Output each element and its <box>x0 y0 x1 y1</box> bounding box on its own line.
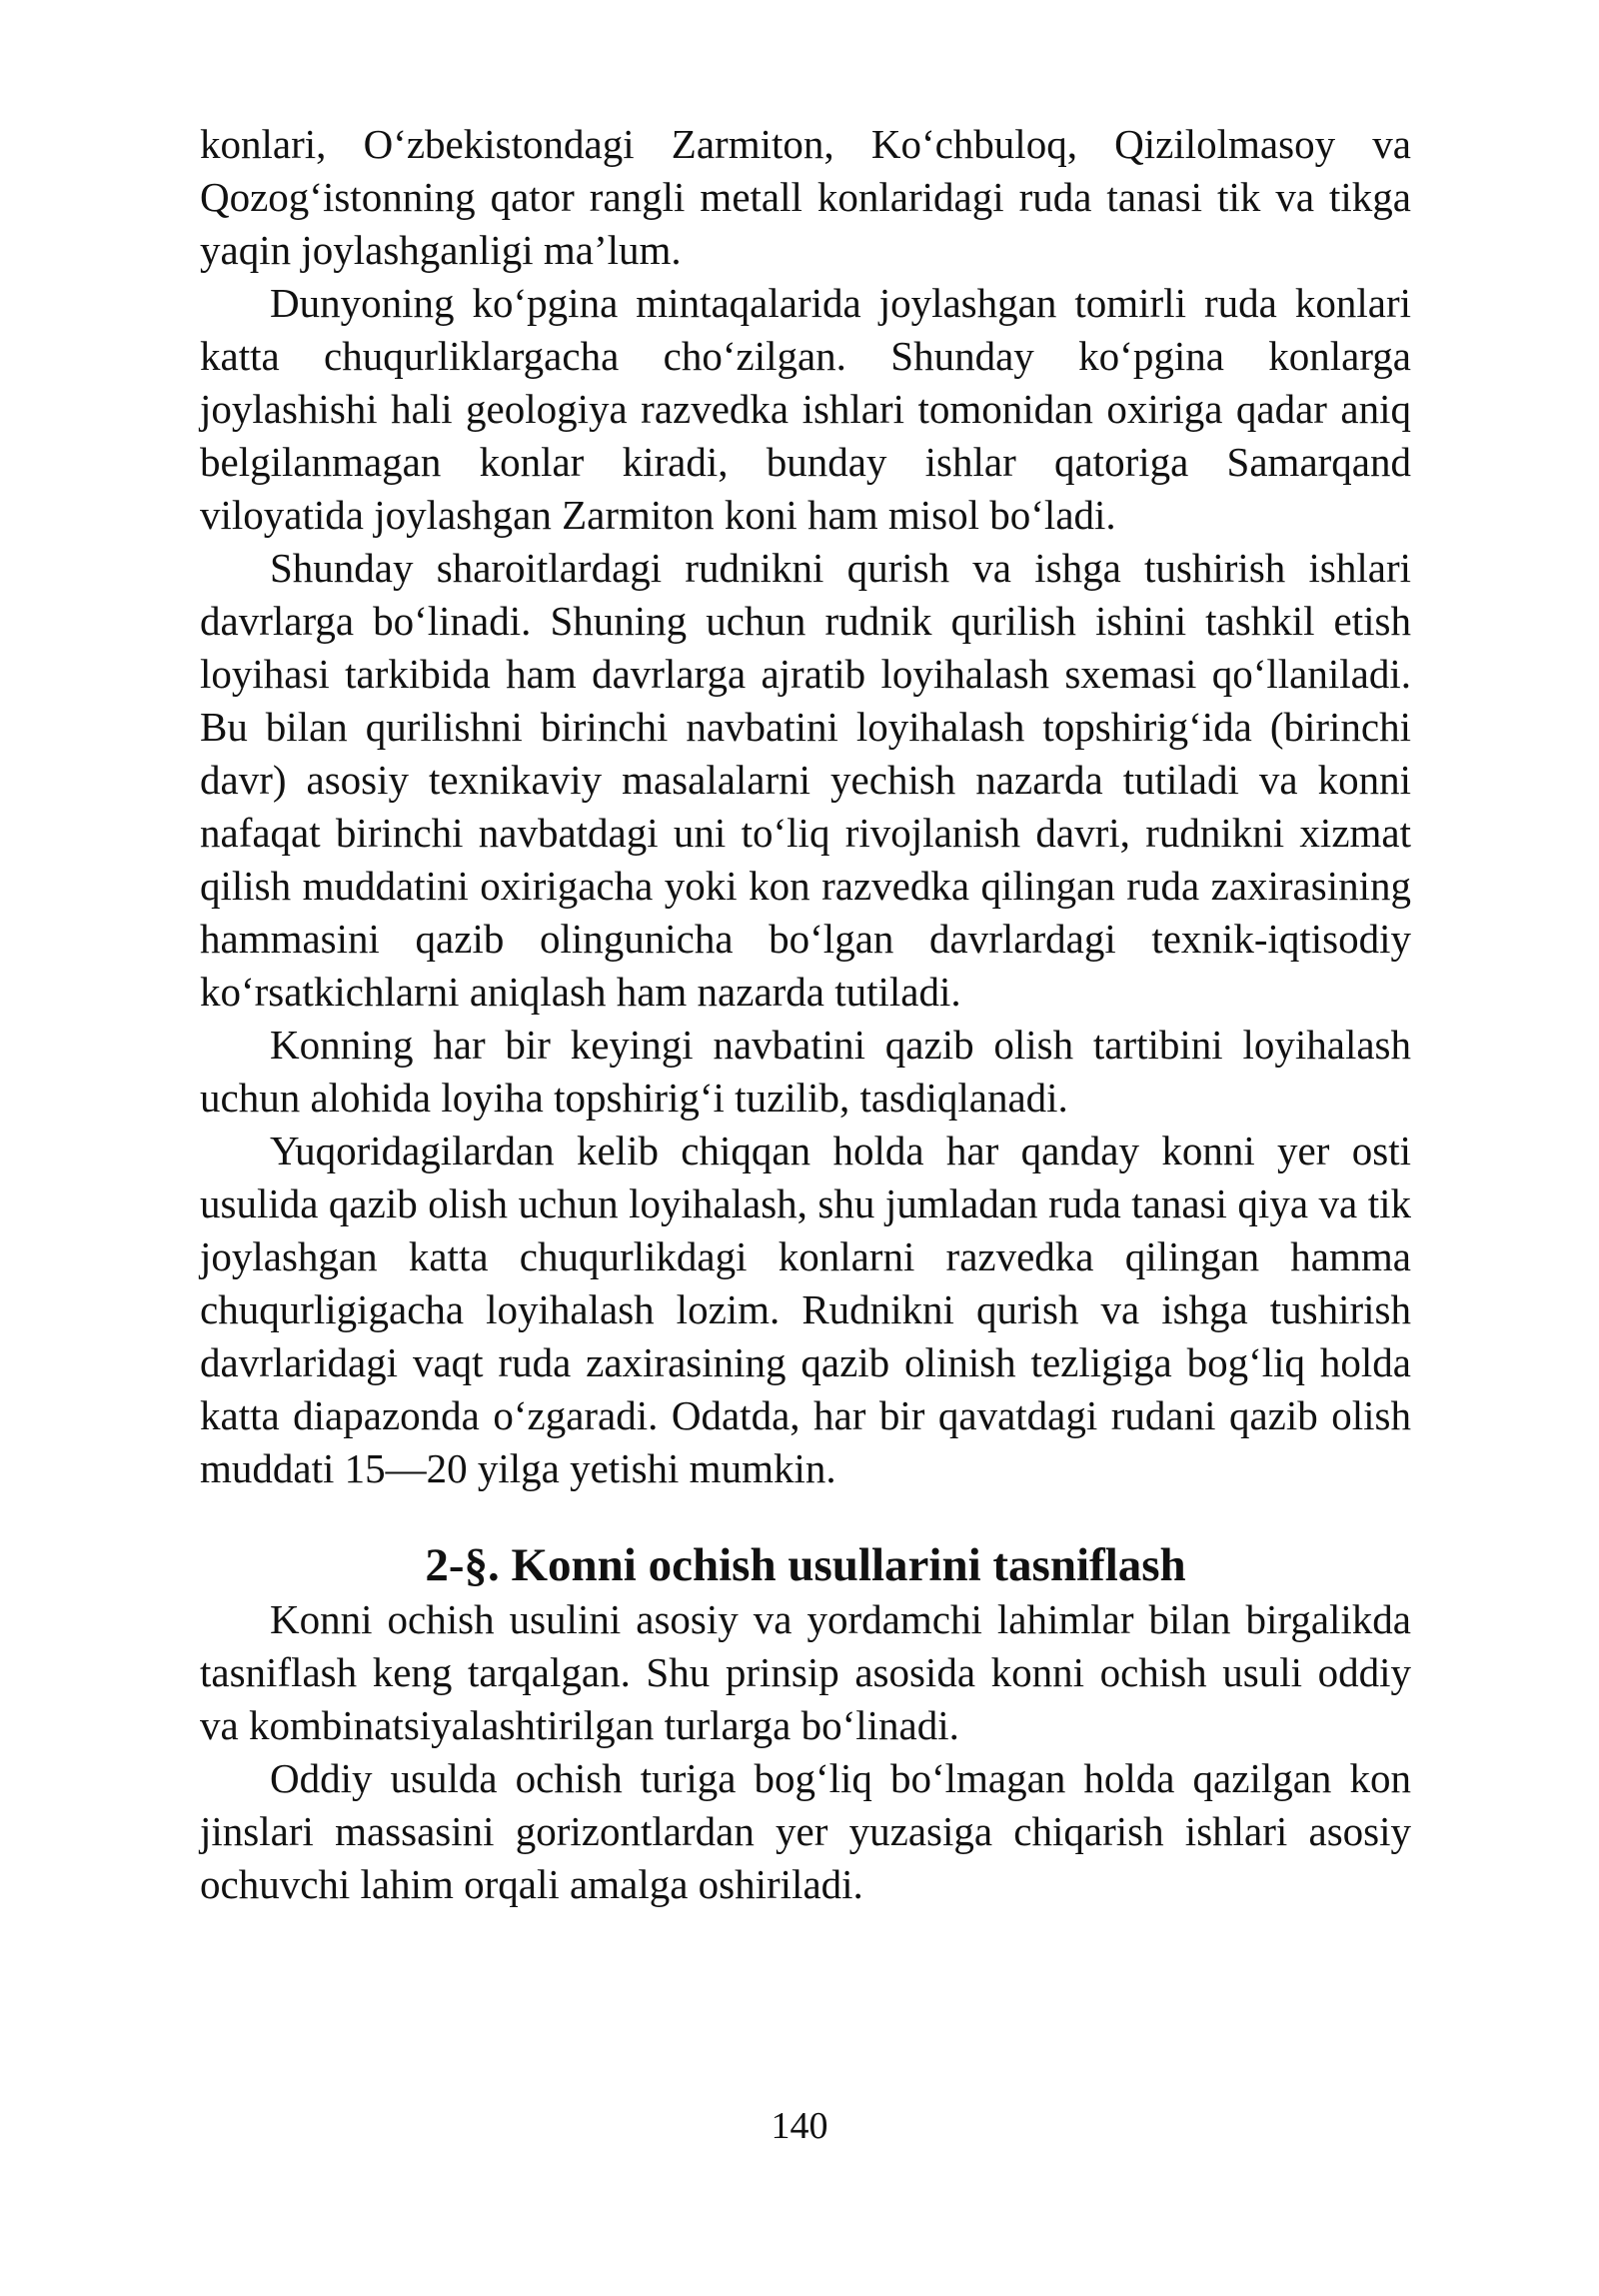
paragraph-2: Dunyoning ko‘pgina mintaqalarida joylashgan tomirli ruda konlari katta chuqurliklargacha cho‘zilgan. Shunday ko‘pgina konlarga joylashishi hali geologiya razvedka ishlari tomonidan oxiriga qadar aniq belgilanmagan konlar kiradi, bunday ishlar qatoriga Samarqand viloyatida joylashgan Zarmiton koni ham misol bo‘ladi. <box>200 280 1411 538</box>
section-heading: 2-§. Konni ochish usullarini tasniflash <box>425 1539 1186 1591</box>
paragraph-6: Konni ochish usulini asosiy va yordamchi lahimlar bilan birgalikda tasniflash keng tarqalgan. Shu prinsip asosida konni ochish usuli oddiy va kombinatsiyalashtirilgan turlarga bo‘linadi. <box>200 1596 1411 1748</box>
page-body <box>200 118 1411 1911</box>
paragraph-5: Yuqoridagilardan kelib chiqqan holda har qanday konni yer osti usulida qazib olish uchun loyihalash, shu jumladan ruda tanasi qiya va tik joylashgan katta chuqurlikdagi konlarni razvedka qilingan hamma chuqurligigacha loyihalash lozim. Rudnikni qurish va ishga tushirish davrlaridagi vaqt ruda zaxirasining qazib olinish tezligiga bog‘liq holda katta diapazonda o‘zgaradi. Odatda, har bir qavatdagi rudani qazib olish muddati 15—20 yilga yetishi mumkin. <box>200 1128 1411 1491</box>
paragraph-3: Shunday sharoitlardagi rudnikni qurish va ishga tushirish ishlari davrlarga bo‘linadi. Shuning uchun rudnik qurilish ishini tashkil etish loyihasi tarkibida ham davrlarga ajratib loyihalash sxemasi qo‘llaniladi. Bu bilan qurilishni birinchi navbatini loyihalash topshirig‘ida (birinchi davr) asosiy texnikaviy masalalarni yechish nazarda tutiladi va konni nafaqat birinchi navbatdagi uni to‘liq rivojlanish davri, rudnikni xizmat qilish muddatini oxirigacha yoki kon razvedka qilingan ruda zaxirasining hammasini qazib olingunicha bo‘lgan davrlardagi texnik-iqtisodiy ko‘rsatkichlarni aniqlash ham nazarda tutiladi. <box>200 545 1411 1015</box>
page-number: 140 <box>771 2105 828 2147</box>
paragraph-4: Konning har bir keyingi navbatini qazib olish tartibini loyihalash uchun alohida loyiha topshirig‘i tuzilib, tasdiqlanadi. <box>200 1022 1411 1121</box>
paragraph-7: Oddiy usulda ochish turiga bog‘liq bo‘lmagan holda qazilgan kon jinslari massasini gorizontlardan yer yuzasiga chiqarish ishlari asosiy ochuvchi lahim orqali amalga oshiriladi. <box>200 1755 1411 1907</box>
paragraph-1: konlari, O‘zbekistondagi Zarmiton, Ko‘chbuloq, Qizilolmasoy va Qozog‘istonning qator rangli metall konlaridagi ruda tanasi tik va tikga yaqin joylashganligi ma’lum. <box>200 121 1411 273</box>
